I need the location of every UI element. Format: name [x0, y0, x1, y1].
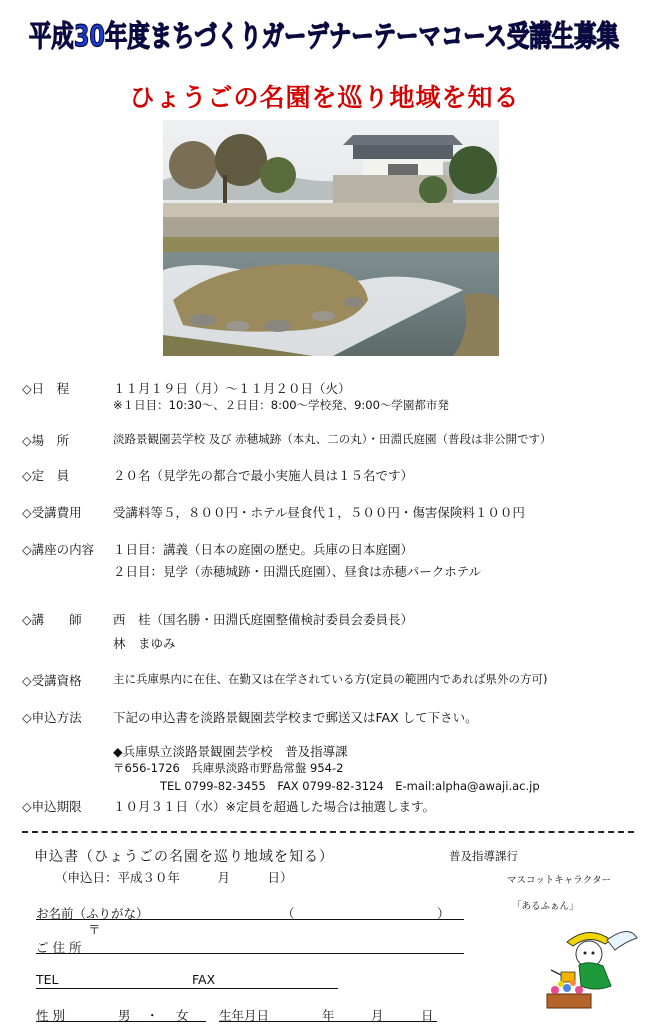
name-paren-open: （ [282, 906, 295, 921]
capacity-label: ◇定 員 [22, 468, 70, 483]
dates-value: １１月１９日（月）～１１月２０日（火） [113, 381, 351, 396]
contact-org: ◆兵庫県立淡路景観園芸学校 普及指導課 [113, 744, 348, 759]
tel-fax-field[interactable] [36, 988, 338, 989]
birth-label: 生年月日 [219, 1008, 270, 1023]
mascot-name: 「あるふぁん」 [512, 901, 579, 912]
address-label: ご 住 所 [36, 940, 82, 955]
place-label: ◇場 所 [22, 433, 70, 448]
mascot-caption: マスコットキャラクター [507, 875, 612, 886]
apply-label: ◇申込方法 [22, 710, 82, 725]
contact-phone: TEL 0799-82-3455 FAX 0799-82-3124 E-mail:alpha@awaji.ac.jp [160, 779, 540, 793]
contact-address: 〒656-1726 兵庫県淡路市野島常盤 954-2 [113, 761, 344, 775]
place-value: 淡路景観園芸学校 及び 赤穂城跡（本丸、二の丸）・田淵氏庭園（普段は非公開です） [113, 432, 552, 446]
content-label: ◇講座の内容 [22, 542, 95, 557]
instructor-1: 西 桂（国名勝・田淵氏庭園整備検討委員会委員長） [113, 612, 414, 627]
eligibility-label: ◇受講資格 [22, 673, 82, 688]
gender-female[interactable]: 女 [176, 1008, 189, 1023]
birth-year: 年 [322, 1008, 335, 1023]
content-day1: １日目：講義（日本の庭園の歴史。兵庫の日本庭園） [113, 542, 414, 557]
name-label: お名前（ふりがな） [36, 906, 149, 921]
form-issuer: 普及指導課行 [449, 849, 518, 863]
banner-title: 平成30年度まちづくりガーデナーテーマコース受講生募集 [29, 19, 619, 53]
postal-mark: 〒 [88, 922, 101, 937]
gender-male[interactable]: 男 [118, 1008, 131, 1023]
content-day2: ２日目：見学（赤穂城跡・田淵氏庭園）、昼食は赤穂パークホテル [113, 564, 482, 579]
name-paren-close: ） [437, 906, 450, 921]
birth-day: 日 [421, 1008, 434, 1023]
garden-photo [163, 120, 499, 356]
mascot-illustration [545, 920, 641, 1012]
gender-field[interactable] [36, 1021, 206, 1022]
gender-separator: ・ [146, 1008, 159, 1023]
gender-label: 性 別 [36, 1008, 65, 1023]
fees-value: 受講料等５，８００円・ホテル昼食代１，５００円・傷害保険料１００円 [113, 505, 525, 520]
birth-field[interactable] [219, 1021, 437, 1022]
fees-label: ◇受講費用 [22, 505, 82, 520]
capacity-value: ２０名（見学先の都合で最小実施人員は１５名です） [113, 468, 414, 483]
eligibility-value: 主に兵庫県内に在住、在勤又は在学されている方(定員の範囲内であれば県外の方可) [113, 672, 548, 686]
dates-label: ◇日 程 [22, 381, 70, 396]
application-date: （申込日：平成３０年 月 日） [55, 870, 293, 885]
cut-line-divider [22, 831, 634, 833]
deadline-value: １０月３１日（水）※定員を超過した場合は抽選します。 [113, 799, 435, 814]
header-banner [0, 0, 649, 70]
tel-label: TEL [36, 972, 59, 987]
birth-month: 月 [371, 1008, 384, 1023]
apply-value: 下記の申込書を淡路景観園芸学校まで郵送又はFAX して下さい。 [113, 710, 478, 725]
instructor-2: 林 まゆみ [113, 636, 176, 651]
subtitle: ひょうごの名園を巡り地域を知る [129, 83, 520, 112]
instructors-label: ◇講 師 [22, 612, 82, 627]
deadline-label: ◇申込期限 [22, 799, 82, 814]
fax-label: FAX [192, 972, 216, 987]
address-field[interactable] [36, 953, 464, 954]
dates-note: ※１日目：10:30～、２日目：8:00～学校発、9:00～学園都市発 [113, 398, 449, 412]
form-title: 申込書（ひょうごの名園を巡り地域を知る） [34, 849, 334, 865]
